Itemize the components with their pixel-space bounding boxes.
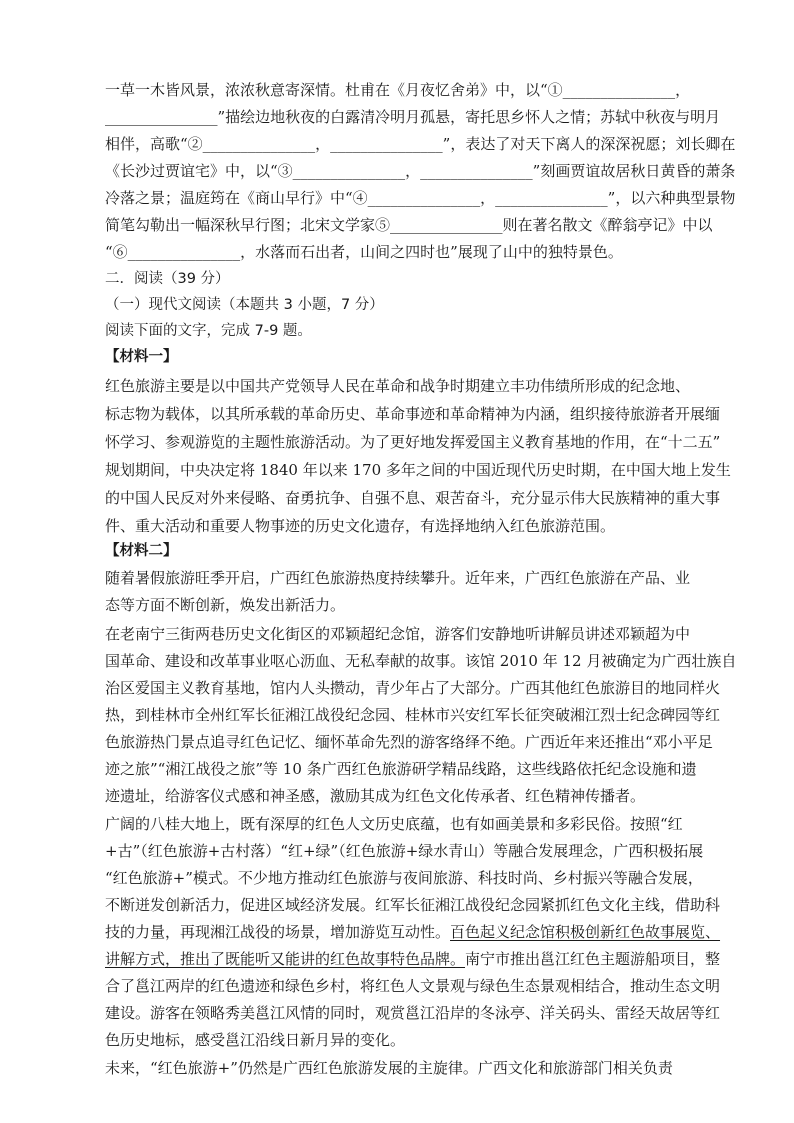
text-line: 规划期间，中央决定将 1840 年以来 170 多年之间的中国近现代历史时期，在中国大地上发生 (105, 461, 731, 479)
text-line: 合了邕江两岸的红色遗迹和绿色乡村，将红色人文景观与绿色生态景观相结合，推动生态文明 (105, 977, 721, 995)
text-line: 治区爱国主义教育基地，馆内人头攒动，青少年占了大部分。广西其他红色旅游目的地同样火 (105, 679, 721, 697)
text-line: 怀学习、参观游览的主题性旅游活动。为了更好地发挥爱国主义教育基地的作用，在“十二五” (105, 433, 721, 451)
text-line: 未来，“红色旅游+”仍然是广西红色旅游发展的主旋律。广西文化和旅游部门相关负责 (105, 1059, 673, 1077)
text-line (105, 946, 725, 972)
text-line: 热，到桂林市全州红军长征湘江战役纪念园、桂林市兴安红军长征突破湘江烈士纪念碑园等红 (105, 706, 721, 724)
text-line: 相伴，高歌“②_______________，_______________”，表达了对天下离人的深深祝愿；刘长卿在 (105, 135, 736, 153)
text-line: 《长沙过贾谊宅》中，以“③_______________，_______________”刻画贾谊故居秋日黄昏的萧条 (105, 162, 736, 180)
text-line: 红色旅游主要是以中国共产党领导人民在革命和战争时期建立丰功伟绩所形成的纪念地、 (105, 377, 691, 395)
text-line: 态等方面不断创新，焕发出新活力。 (105, 596, 346, 614)
instruction-text: 阅读下面的文字，完成 7-9 题。 (105, 323, 312, 339)
material-two-heading: 【材料二】 (105, 543, 178, 559)
text-line: 在老南宁三街两巷历史文化街区的邓颖超纪念馆，游客们安静地听讲解员讲述邓颖超为中 (105, 625, 691, 643)
text-line: 不断迸发创新活力，促进区域经济发展。红军长征湘江战役纪念园紧抓红色文化主线，借助科 (105, 896, 721, 914)
underlined-sentence: 百色起义纪念馆积极创新红色故事展览、 (450, 923, 721, 941)
material-one-heading: 【材料一】 (105, 349, 178, 365)
text-line: +古”（红色旅游+古村落）“红+绿”（红色旅游+绿水青山）等融合发展理念，广西积极拓展 (105, 842, 704, 860)
text-segment: 技的力量，再现湘江战役的场景，增加游览互动性。 (105, 923, 451, 941)
section-heading: 二．阅读（39 分） (105, 271, 230, 287)
text-line: 广阔的八桂大地上，既有深厚的红色人文历史底蕴，也有如画美景和多彩民俗。按照“红 (105, 815, 683, 833)
text-line: 迹之旅”“湘江战役之旅”等 10 条广西红色旅游研学精品线路，这些线路依托纪念设施和遗 (105, 760, 697, 778)
text-line: 标志物为载体，以其所承载的革命历史、革命事迹和革命精神为内涵，组织接待旅游者开展缅 (105, 405, 721, 423)
text-line: 一草一木皆风景，浓浓秋意寄深情。杜甫在《月夜忆舍弟》中，以“①_______________， (105, 81, 691, 99)
text-line: _______________”描绘边地秋夜的白露清冷明月孤悬，寄托思乡怀人之情；苏轼中秋夜与明月 (105, 108, 721, 126)
text-line: 简笔勾勒出一幅深秋早行图；北宋文学家⑤_______________则在著名散文《醉翁亭记》中以 (105, 216, 713, 234)
text-line (105, 919, 725, 945)
subsection-heading: （一）现代文阅读（本题共 3 小题，7 分） (105, 297, 384, 313)
text-segment: 南宁市推出邕江红色主题游船项目，整 (465, 950, 721, 968)
text-line: 建设。游客在领略秀美邕江风情的同时，观赏邕江沿岸的冬泳亭、洋关码头、雷经天故居等红 (105, 1004, 721, 1022)
text-line: 的中国人民反对外来侵略、奋勇抗争、自强不息、艰苦奋斗，充分显示伟大民族精神的重大事 (105, 489, 721, 507)
text-line: “红色旅游+”模式。不少地方推动红色旅游与夜间旅游、科技时尚、乡村振兴等融合发展， (105, 869, 703, 887)
text-line: “⑥_______________，水落而石出者，山间之四时也”展现了山中的独特景色。 (105, 243, 623, 261)
text-line: 色旅游热门景点追寻红色记忆、缅怀革命先烈的游客络绎不绝。广西近年来还推出“邓小平足 (105, 733, 713, 751)
text-line: 件、重大活动和重要人物事迹的历史文化遗存，有选择地纳入红色旅游范围。 (105, 517, 616, 535)
text-line: 色历史地标，感受邕江沿线日新月异的变化。 (105, 1031, 406, 1049)
text-line: 迹遗址，给游客仪式感和神圣感，激励其成为红色文化传承者、红色精神传播者。 (105, 787, 646, 805)
text-line: 随着暑假旅游旺季开启，广西红色旅游热度持续攀升。近年来，广西红色旅游在产品、业 (105, 569, 691, 587)
underlined-sentence: 讲解方式，推出了既能听又能讲的红色故事特色品牌。 (105, 950, 466, 968)
text-line: 国革命、建设和改革事业呕心沥血、无私奉献的故事。该馆 2010 年 12 月被确定为广西壮族自 (105, 652, 737, 670)
text-line: 冷落之景；温庭筠在《商山早行》中“④_______________，_______________”，以六种典型景物 (105, 189, 736, 207)
